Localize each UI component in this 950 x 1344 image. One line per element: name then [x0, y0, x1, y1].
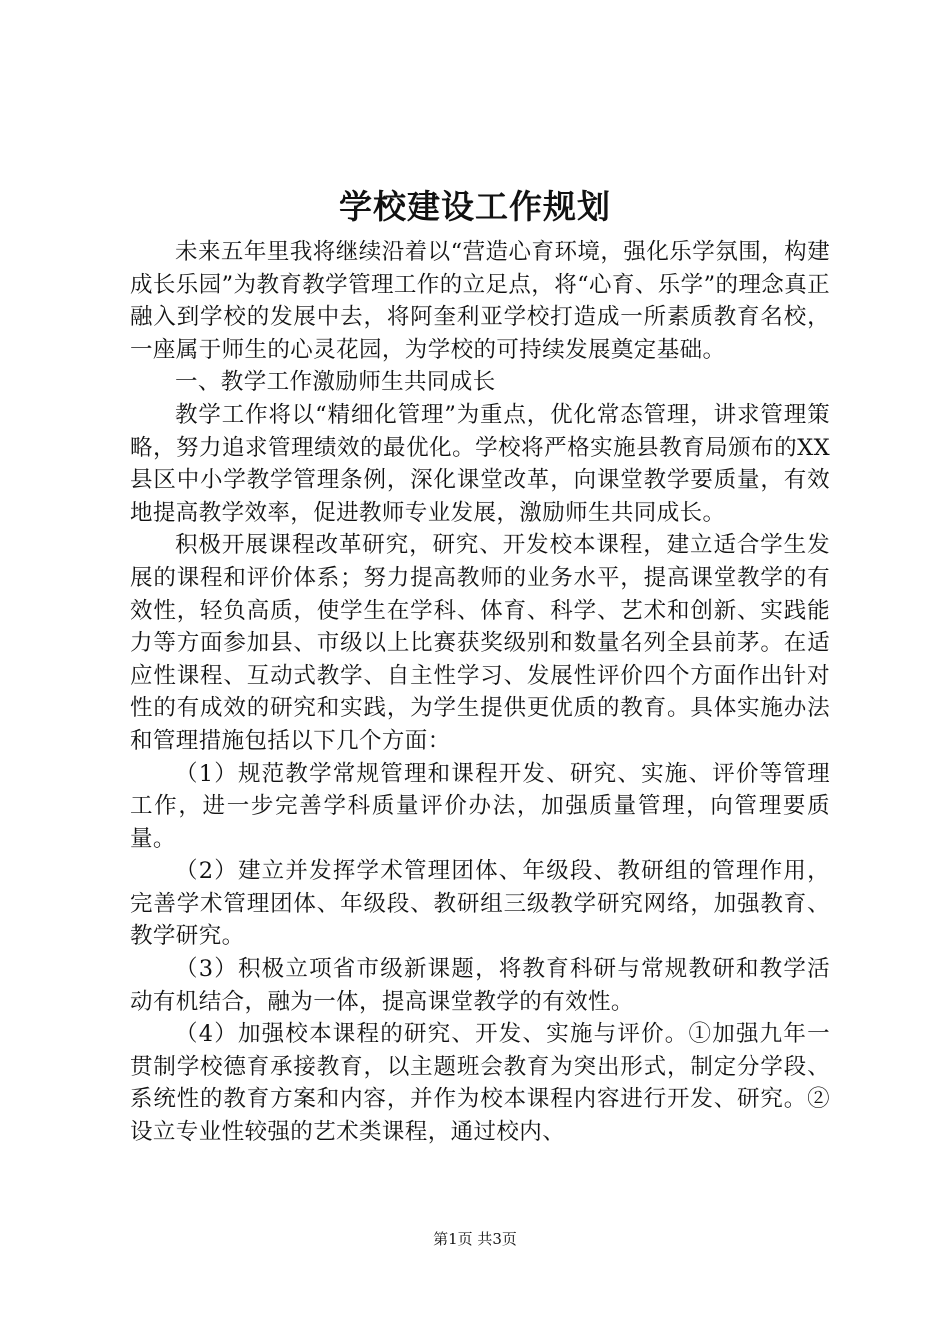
document-title: 学校建设工作规划 — [339, 187, 611, 226]
section-heading-teaching: 一、教学工作激励师生共同成长 — [175, 369, 496, 396]
paragraph-curriculum-reform: 积极开展课程改革研究，研究、开发校本课程，建立适合学生发展的课程和评价体系；努力提高教师的业务水平，提高课堂教学的有效性，轻负高质，使学生在学科、体育、科学、艺术和创新、实践能力等方面参加县、市级以上比赛获奖级别和数量名列全县前茅。在适应性课程、互动式教学、自主性学习、发展性评价四个方面作出针对性的有成效的研究和实践，为学生提供更优质的教育。具体实施办法和管理措施包括以下几个方面： — [130, 532, 830, 754]
page-footer: 第1页 共3页 — [433, 1230, 517, 1248]
paragraph-teaching-work: 教学工作将以“精细化管理”为重点，优化常态管理，讲求管理策略，努力追求管理绩效的最优化。学校将严格实施县教育局颁布的XX县区中小学教学管理条例，深化课堂改革，向课堂教学要质量，有效地提高教学效率，促进教师专业发展，激励师生共同成长。 — [130, 401, 830, 526]
document-body — [130, 236, 830, 1149]
list-item-3: （3）积极立项省市级新课题，将教育科研与常规教研和教学活动有机结合，融为一体，提高课堂教学的有效性。 — [130, 956, 830, 1015]
paragraph-intro: 未来五年里我将继续沿着以“营造心育环境，强化乐学氛围，构建成长乐园”为教育教学管理工作的立足点，将“心育、乐学”的理念真正融入到学校的发展中去，将阿奎利亚学校打造成一所素质教育名校，一座属于师生的心灵花园，为学校的可持续发展奠定基础。 — [130, 239, 830, 363]
list-item-4: （4）加强校本课程的研究、开发、实施与评价。①加强九年一贯制学校德育承接教育，以主题班会教育为突出形式，制定分学段、系统性的教育方案和内容，并作为校本课程内容进行开发、研究。②设立专业性较强的艺术类课程，通过校内、 — [130, 1021, 830, 1146]
list-item-1: （1）规范教学常规管理和课程开发、研究、实施、评价等管理工作，进一步完善学科质量评价办法，加强质量管理，向管理要质量。 — [130, 760, 830, 852]
list-item-2: （2）建立并发挥学术管理团体、年级段、教研组的管理作用，完善学术管理团体、年级段、教研组三级教学研究网络，加强教育、教学研究。 — [130, 858, 830, 950]
